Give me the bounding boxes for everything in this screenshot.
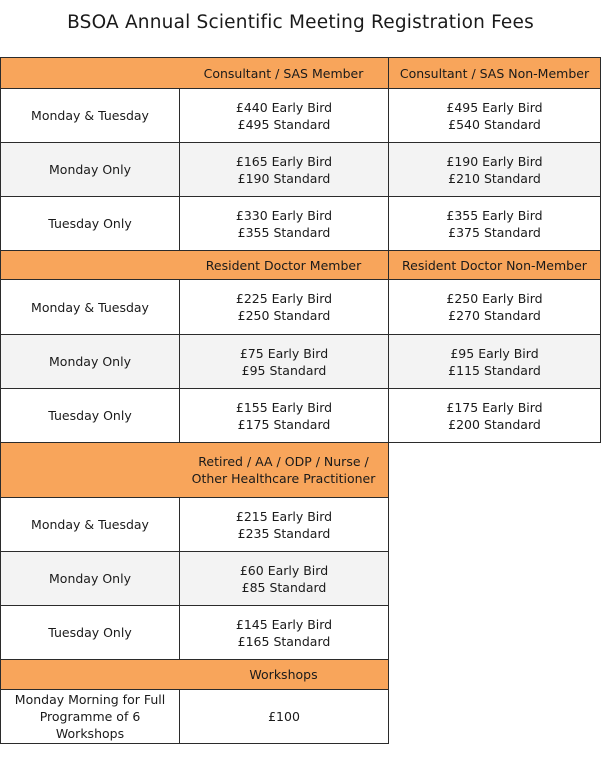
section-1-row-2-a: £165 Early Bird £190 Standard <box>179 142 389 197</box>
section-1-row-1-label: Monday & Tuesday <box>0 88 180 143</box>
section-1-header-b: Consultant / SAS Non-Member <box>388 57 601 89</box>
section-4-row-1-a: £100 <box>179 689 389 744</box>
section-2-row-2-b: £95 Early Bird £115 Standard <box>388 334 601 389</box>
section-4-header-blank <box>0 659 180 690</box>
section-2-row-2-label: Monday Only <box>0 334 180 389</box>
section-4-header-a: Workshops <box>179 659 389 690</box>
section-3-row-3-label: Tuesday Only <box>0 605 180 660</box>
section-3-header-blank <box>0 442 180 498</box>
section-3-row-1-label: Monday & Tuesday <box>0 497 180 552</box>
page-title: BSOA Annual Scientific Meeting Registration Fees <box>67 12 534 33</box>
section-4-row-1-label: Monday Morning for Full Programme of 6 Workshops <box>0 689 180 744</box>
section-1-row-3-label: Tuesday Only <box>0 196 180 251</box>
section-2-row-3-label: Tuesday Only <box>0 388 180 443</box>
section-2-header-b: Resident Doctor Non-Member <box>388 250 601 280</box>
section-2-row-2-a: £75 Early Bird £95 Standard <box>179 334 389 389</box>
section-1-row-1-b: £495 Early Bird £540 Standard <box>388 88 601 143</box>
section-1-header-blank <box>0 57 180 89</box>
section-2-header-a: Resident Doctor Member <box>179 250 389 280</box>
section-1-row-3-b: £355 Early Bird £375 Standard <box>388 196 601 251</box>
section-2-header-blank <box>0 250 180 280</box>
section-1-header-a: Consultant / SAS Member <box>179 57 389 89</box>
section-2-row-1-b: £250 Early Bird £270 Standard <box>388 279 601 335</box>
section-3-row-3-a: £145 Early Bird £165 Standard <box>179 605 389 660</box>
section-3-row-2-a: £60 Early Bird £85 Standard <box>179 551 389 606</box>
section-2-row-3-b: £175 Early Bird £200 Standard <box>388 388 601 443</box>
section-3-header-a: Retired / AA / ODP / Nurse / Other Healthcare Practitioner <box>179 442 389 498</box>
section-2-row-1-a: £225 Early Bird £250 Standard <box>179 279 389 335</box>
section-2-row-3-a: £155 Early Bird £175 Standard <box>179 388 389 443</box>
section-2-row-1-label: Monday & Tuesday <box>0 279 180 335</box>
section-1-row-2-b: £190 Early Bird £210 Standard <box>388 142 601 197</box>
section-3-row-1-a: £215 Early Bird £235 Standard <box>179 497 389 552</box>
section-1-row-3-a: £330 Early Bird £355 Standard <box>179 196 389 251</box>
section-1-row-1-a: £440 Early Bird £495 Standard <box>179 88 389 143</box>
section-3-row-2-label: Monday Only <box>0 551 180 606</box>
section-1-row-2-label: Monday Only <box>0 142 180 197</box>
